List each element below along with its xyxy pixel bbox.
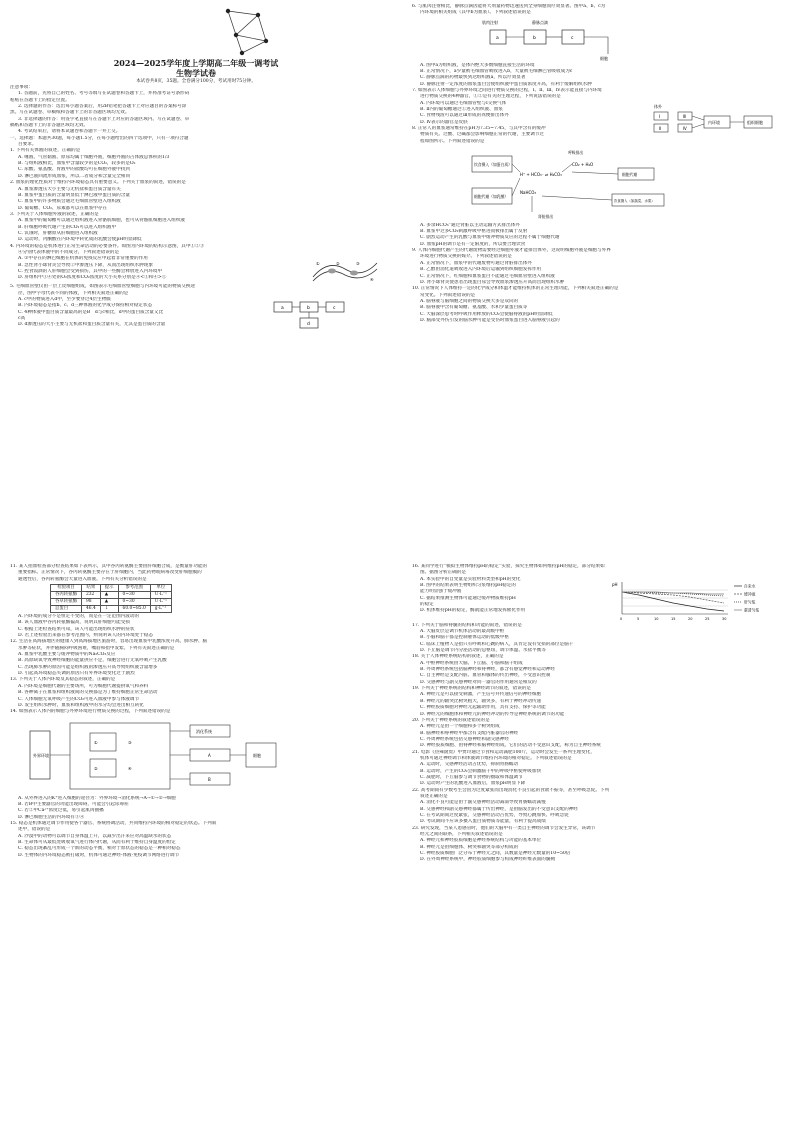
text-line: D. 血浆pH的调节是有一定限度的，所以要合理饮食 — [420, 241, 526, 247]
text-line: A. 大脑皮层是调节机体活动的最高级中枢 — [420, 629, 505, 635]
fig16-xtick: 5 — [637, 616, 640, 621]
text-line: C. 血浆中的许多物质会通过毛细血管壁进入组织液 — [18, 199, 121, 205]
text-line: C. 减肥时，下丘脑参与调节食物的摄取和体温调节 — [420, 774, 523, 780]
text-line: 12. 生活在高海拔地区的健康人到高海拔地区旅游时，容易出现血浆中乳酸浓度升高、肺水肿、脑 — [10, 639, 208, 645]
text-line: 能力明显强于缓冲液 — [420, 589, 462, 595]
fig8-box-left-bottom: 细胞代谢（如乳酸） — [474, 193, 509, 199]
text-line: 一、选择题：本题共30题，每小题1.5分，在每小题给出的四个选项中，只有一项符合题 — [10, 135, 189, 141]
fig14-label: ① — [94, 739, 98, 745]
text-line: C. 尿酸、氨基酸、胃液中的盐酸均可在细胞外液中找到 — [18, 167, 130, 173]
text-line: A. 脑脊液与脑细胞之间的物质交换大多是双向的 — [420, 298, 519, 304]
fig7-right: 组织细胞 — [747, 119, 763, 125]
text-line: A. 血浆渗透压大小主要与无机盐和蛋白质含量有关 — [18, 186, 121, 192]
table-header: 单位 — [150, 585, 171, 592]
text-line: 的稳定 — [420, 602, 434, 608]
fig16-xtick: 25 — [705, 616, 710, 621]
fig5-label: a — [281, 305, 284, 311]
text-line: 6. 与肌肉注射相比，静脉点滴因能将大剂量药物迅速送到全身细胞而疗效显著。图中a、b、c为 — [412, 4, 606, 9]
text-line: D. 发生组织水肿时，血浆和组织液中的水分均会进出相互转化 — [18, 702, 144, 708]
text-line: 内环境的相关组成（其中b为血浆）。下列叙述错误的是 — [420, 10, 531, 16]
text-line: C. 食物残渣可以通过Ⅲ形成的粪便排出体外 — [420, 113, 509, 119]
text-line: B. 各种离子在血浆和组织液间的交换都是为了维持细胞正常生命活动 — [18, 690, 158, 696]
exam-info: 本试卷共8页，35题。全卷满分100分，考试用时75分钟。 — [136, 79, 256, 84]
text-line: B. 交感神经和副交感神经都属于传出神经，是由脑发出的不受意识支配的神经 — [420, 806, 578, 812]
text-line: 粘贴在答题卡上的指定位置。 — [10, 97, 70, 103]
text-line: D. 生物体的内环境稳态被打破时，机体可通过神经-体液-免疫调节网络进行调节 — [18, 852, 180, 858]
text-line: 叙述正确的是 — [420, 793, 448, 799]
fig6-left-label: 肌肉注射 — [482, 19, 498, 25]
fig-q14-exchange — [10, 717, 382, 795]
text-line: D. 引起高环境稳态失调的原因只有外界环境变化过于剧烈 — [18, 671, 135, 677]
text-line: D. 交感神经与副交感神经对同一器官的作用通常是相反的 — [420, 679, 537, 685]
table-row — [51, 599, 172, 606]
fig7-box: Ⅲ — [683, 113, 686, 119]
fig-q16-ph-chart — [608, 578, 778, 622]
fig8-bottom: 肾脏排出 — [538, 213, 554, 219]
text-line: C. 根据上述检查结果可知，该人可能出现组织水肿的症状 — [18, 626, 135, 632]
text-line: c高 — [18, 316, 26, 321]
text-line: 13. 下列关于人体内环境及其稳态的叙述，正确的是 — [10, 677, 116, 683]
text-line: D. 静脉注射一定浓度的血浆蛋白会使组织液中蛋白质浓度升高，有利于缓解组织水肿 — [420, 81, 592, 87]
text-line: D. Ⅳ表示的器官是皮肤 — [420, 119, 468, 125]
text-line: B. 内环境稳态是指b、c、d三种体液的化学成分保持相对稳定状态 — [18, 303, 153, 309]
text-line: B. 生命体可从最低处吸收氧气进行体内代谢，从而有利于维持自身温度的恒定 — [18, 839, 176, 845]
table-cell: 总蛋白 — [51, 606, 82, 613]
text-line: A. 消化不良可能是由于副交感神经活动减弱导致胃肠蠕动减慢 — [420, 800, 546, 806]
text-line: C. 在考试期间过度紧张，交感神经活动占优势，导致心跳加快、呼吸急促 — [420, 813, 569, 818]
text-line: 14. 如图表示人体内的细胞与外界环境进行物质交换的过程，下列叙述错误的是 — [10, 709, 171, 715]
text-line: 17. 下列关于脑和脊髓的结构和功能的叙述，错误的是 — [412, 622, 522, 628]
fig16-xtick: 10 — [654, 616, 659, 621]
text-line: C. 静脉点滴的药物最快到达组织液a，所以疗效显著 — [420, 75, 526, 81]
text-line: B. 急性肾小球肾炎会导致②中渗透压下降，从而出现组织水肿现象 — [18, 262, 153, 268]
table-cell: 232 — [81, 592, 100, 599]
text-line: D. d渗透压的大小主要与无机盐和蛋白质含量有关，尤其是蛋白质的含量 — [18, 322, 166, 328]
table-cell: ▲ — [100, 592, 118, 599]
text-line: D. 淋巴液回流形成血浆，所以二者成分和含量完全相同 — [18, 173, 131, 179]
fig8-right-mid: 细胞代谢 — [622, 171, 638, 177]
text-line: 5. 毛细血管壁仅由一层上皮细胞组成，如图表示毛细血管壁细胞与内环境可能的物质交换途 — [10, 284, 196, 290]
text-line: 22. 高考期间有少数考生会因为过度紧张而出现消化不良引起的食欲不振等，甚至呼吸急促。下列 — [412, 787, 610, 793]
q7-block — [412, 101, 784, 147]
fig4-label: ① — [316, 261, 320, 267]
table-cell: 46.4 — [81, 606, 100, 613]
text-line: C. 据结果推测生物体可能通过缓冲物质维持pH — [420, 595, 516, 601]
text-line: B. Ⅱ内的葡萄糖通过①进入组织液、血浆 — [420, 107, 503, 113]
q16-block — [412, 577, 784, 623]
text-line: A. 唾液、气管黏液、原尿均属于细胞外液，细胞外液的占体液总体积的1/3 — [18, 154, 170, 160]
text-line: C. 控食饭酒的人肝细胞会受到损伤，其中的一些酶会释放进入内环境中 — [18, 268, 163, 274]
text-line: B. 外周神经系统包括脑神经和脊神经，都含有感觉神经和运动神经 — [420, 667, 555, 673]
text-line: 8. 正常人的血浆通常维持在pH为7.35~7.45，与其中含有的缓冲 — [412, 126, 546, 132]
text-line: B. 若B中主要器官的功能出现障碍，可能会引起尿毒症 — [18, 801, 129, 807]
text-line: 9. 人体内细胞代谢产生的代谢废物需要经过细胞外液才能排出体外，这说明细胞外液是细胞与外界 — [412, 248, 611, 254]
table-header: 提示 — [100, 585, 118, 592]
text-line: 11. 某人拍血检查部分检查结果如下表所示，其中谷丙转氨酶主要由肝细胞合成，是衡量肝功能的 — [10, 564, 208, 569]
fig14-label: ④ — [128, 765, 132, 771]
fig8-formula-co2: CO₂ + H₂O — [572, 161, 594, 167]
text-line: D. 考试期间不应该多摄入蛋白质物质等能量，有利于提高成绩 — [420, 819, 546, 825]
text-line: C. 正常情况下，红细胞和血浆蛋白不能通过毛细血管壁进入组织液 — [420, 273, 555, 279]
table-cell: 谷草转氨酶 — [51, 599, 82, 606]
text-line: 通透性后，谷丙转氨酶会大量进入血液。下列有关分析错误的是 — [18, 576, 147, 582]
table-cell: 谷丙转氨酶 — [51, 592, 82, 599]
fig-q7-exchange — [648, 102, 778, 146]
text-line: A. 从外界进入的K⁺进入细胞的途径为：外界环境→消化系统→A→①→②→细胞 — [18, 795, 176, 801]
table-cell: g·L⁻¹ — [150, 606, 171, 613]
text-line: 2. 血浆的理化性质对于维持内环境稳态具有重要意义。下列关于血浆的叙述，错误的是 — [10, 180, 186, 186]
table-cell: 0~30 — [118, 599, 150, 606]
text-line: C. 外周神经系统包括交感神经和副交感神经 — [420, 736, 509, 742]
text-line: C. 稳态出现紊乱可形成一个新的动态平衡，相对于原状态的稳态是一种相对稳态 — [18, 846, 181, 852]
text-line: D. 葡萄糖、CO₂、尿素都可以在血浆中存在 — [18, 205, 108, 211]
text-line: 1. 答题前，先将自己的姓名、考号等填写在试题卷和答题卡上，并将准考证号条形码 — [18, 91, 190, 97]
text-line: A. 内环境可以通过毛细血管壁与Ⅰ交换气体 — [420, 100, 507, 106]
fig5-label: b — [307, 305, 310, 311]
text-line: 水肿等症状，并伴随胸闷呼吸困难，嘴唇和指甲发紫。下列有关叙述正确的是 — [18, 645, 175, 651]
page-1-text — [10, 85, 382, 331]
table-row — [51, 592, 172, 599]
fig-q8-ph-regulation — [412, 148, 784, 222]
text-line: 1. 下列有关体液的叙述，正确的是 — [10, 148, 81, 154]
fig8-right-top: 呼吸排出 — [568, 149, 584, 155]
text-line: A. 运动时，交感神经活动占优势，抑制胃肠蠕动 — [420, 762, 519, 768]
table-cell: ↓ — [100, 606, 118, 613]
page-4 — [412, 564, 784, 1119]
q16-options — [412, 577, 608, 623]
fig5-label: d — [307, 321, 310, 327]
fig16-legend: 蛋清匀浆 — [744, 607, 760, 613]
fig4-label: ③ — [356, 261, 360, 267]
table-cell: 60.0~85.0 — [118, 606, 150, 613]
text-line: C. 剧烈运动产生的乳酸与血浆中缓冲物质反应的过程不属于细胞代谢 — [420, 235, 560, 241]
text-line: B. 与组织液相比，血浆中含量较少的是CO₂，较多的是O₂ — [18, 161, 136, 167]
text-line: C. 饥饿时，肝糖原从肝细胞进入组织液 — [18, 230, 98, 236]
page-3 — [10, 564, 382, 1119]
table-row — [51, 606, 172, 613]
fig-q6-injection — [412, 18, 784, 62]
text-line: ④分别代表体液中的不同成分，下列叙述错误的是 — [18, 249, 120, 255]
table-header: 参考范围 — [118, 585, 150, 592]
text-line: D. 肾小球肾炎使患者出现蛋白尿会导致血浆渗透压升高而出现组织水肿 — [420, 279, 565, 285]
table-cell: 0~30 — [118, 592, 150, 599]
text-line: B. 图中的结果表明生物组织匀浆维持pH稳定的 — [420, 583, 516, 589]
text-line: C. 若②中Ca²⁺浓度过低，易引起肌肉抽搐 — [18, 808, 104, 814]
q4-block — [10, 256, 382, 284]
text-line: D. 肝组织中①④处的O₂浓度和CO₂浓度的大小关系分别是④<①和④>① — [18, 275, 167, 281]
fig6-label: a — [496, 35, 499, 41]
text-line: 4. 内环境的稳态是机体进行正常生命活动的必要条件。如图为内环境的结构示意图，其中①②③ — [10, 243, 205, 249]
fig4-label: ④ — [370, 277, 374, 283]
text-line: 21. 电影《热辣滚烫》中贾玲通过节食和运动减肥100斤，运动时会发生一系列生理变化， — [412, 749, 595, 755]
text-line: C. 自主神经是支配内脏、血管和腺体的传出神经，不受意识控制 — [420, 673, 551, 679]
text-line: D. 运动时，丙酮酸在内环境中转化成的乳酸会使pH明显降低 — [18, 237, 142, 243]
text-line: A. ①中存在的淋巴细胞在机体的免疫反应中起着非常重要的作用 — [18, 256, 148, 262]
text-line: B. 血浆中过多CO₂刺激呼吸中枢进而被排出属于反射 — [420, 229, 528, 235]
text-line: A. 沙漠中的动物可以调节自身体温上升，以减少出汗来应对高温缺水的状态 — [18, 833, 172, 839]
text-line: 程如图所示。下列叙述错误的是 — [420, 138, 485, 144]
text-line: B. 该人血液中谷丙转氨酶偏高，说明其肝细胞可能受损 — [18, 620, 130, 626]
page-1 — [10, 4, 382, 559]
exam-title: 2024—2025学年度上学期高二年级一调考试 — [113, 58, 279, 68]
text-line: 目要求。 — [18, 142, 37, 148]
text-line: D. 在外周神经系统中，神经胶质细胞参与构成神经纤维表面的髓鞘 — [420, 857, 556, 863]
text-line: A. 中枢神经系统由大脑、下丘脑、小脑和脑干组成 — [420, 660, 523, 666]
fig16-legend: 肝匀浆 — [744, 599, 756, 605]
fig14-box: 消化系统 — [196, 728, 212, 734]
fig16-xtick: 30 — [722, 616, 727, 621]
text-line: A. 神经元是可以接受刺激，产生信号并传递信号的神经细胞 — [420, 692, 542, 698]
text-line: B. 乙醇由消化道吸收进入内环境后运输到组织细胞发挥作用 — [420, 267, 542, 273]
text-line: 黑。写在试题卷、草稿纸和答题卡上的非答题区域均无效。 — [10, 110, 130, 116]
fig7-box: Ⅰ — [659, 113, 661, 119]
fig8-right-bottom: 饮食摄入（如蔬菜、水果） — [614, 198, 655, 203]
table-cell: U·L⁻¹ — [150, 592, 171, 599]
fig-q5-capillary — [270, 298, 350, 330]
fig5-label: c — [333, 305, 336, 311]
fig7-top-label: 体外 — [654, 103, 662, 109]
text-line: B. 正常情况下，a少量被毛细血管吸收进入b，大量被毛细淋巴管吸收成为c — [420, 69, 573, 75]
q5-options — [10, 297, 270, 331]
text-line: 19. 下列关于神经系统的结构和神经调节的叙述，错误的是 — [412, 686, 532, 692]
text-line: D. 神经元的细胞体和神经元的神经冲动的传导是神经系统的调节的功能 — [420, 711, 565, 717]
text-line: D. 下丘脑是调节内分泌活动的总枢纽，调节体温、水盐平衡等 — [420, 648, 546, 654]
table-cell: 98 — [81, 599, 100, 606]
fig6-label: c — [571, 35, 574, 41]
table-cell: ▲ — [100, 599, 118, 606]
fig7-box: Ⅱ — [659, 125, 661, 131]
text-line: 物质有关。过酸、过碱都会影响细胞正常的代谢，主要调节过 — [420, 132, 545, 138]
text-line: C. 神经胶质细胞对神经元起辅助作用，具有支持、保护等功能 — [420, 705, 546, 711]
q4-options — [10, 256, 310, 284]
fig8-mid-label: NaHCO₃ — [520, 189, 536, 195]
text-line: C. 大脑深层思考时呼吸作用释放的CO₂会使脑脊液的pH明显降低 — [420, 311, 553, 317]
text-line: 10. 正常情况下人体维持一定的化学成分和体温才能维持机体的正常生理功能，下列相关叙述正确的是 — [412, 286, 619, 292]
fig6-label: b — [533, 35, 536, 41]
text-line: A. 内环境是细胞代谢的主要场所，可为细胞代谢提供氧气和养料 — [18, 683, 149, 689]
fig14-box: B — [208, 776, 211, 782]
page-2 — [412, 4, 784, 559]
text-line: 注意事项： — [10, 85, 33, 90]
fig6-caption: 细胞 — [600, 55, 608, 61]
fig8-box-left-top: 饮食摄入（如蛋白质） — [474, 161, 512, 167]
text-line: A. 神经元和神经胶质细胞是神经系统结构与功能的基本单位 — [420, 838, 542, 844]
text-line: 机体可通过神经调节和体液调节维持内环境的相对稳定。下列叙述错误的是 — [420, 755, 572, 761]
text-line: 15. 稳态是机体通过调节作用使各个器官、系统协调活动，共同维持内环境的相对稳定的状态。下列叙 — [10, 820, 217, 826]
text-line: C. 临床上植物人是指只有呼吸和心跳的病人，其肯定没有受损的部位是脑干 — [420, 641, 574, 647]
text-line: B. 神经元是由细胞体、树突和轴突等部分构成的 — [420, 844, 519, 850]
text-line: A. 血浆中乳酸主要与缓冲物质中的Na₂CO₃反应 — [18, 652, 116, 658]
table-header: 结果 — [81, 585, 100, 592]
text-line: 环境进行物质交换的媒介。下列叙述错误的是 — [420, 254, 512, 260]
text-line: A. 神经元是由一个细胞和多个树突组成 — [420, 724, 500, 730]
text-line: D. 运动时产生的乳酸进入血液后，血浆pH明显下降 — [420, 781, 526, 787]
text-line: D. 脑部受外伤引发的脑水肿可能是受伤时血浆蛋白进入脑脊液引起的 — [420, 317, 560, 323]
table-header-row — [51, 585, 172, 592]
fig16-xtick: 0 — [620, 616, 623, 621]
fig6-right-label: 静脉点滴 — [532, 19, 548, 25]
text-line: B. 脑脊液中含有葡萄糖、氨基酸、水和少量蛋白质等 — [420, 305, 528, 311]
text-line: B. 小脑和脑干都是控制躯体运动的低级中枢 — [420, 635, 509, 641]
fig16-ylabel: pH — [612, 581, 618, 587]
text-line: 23. 研究发现，当某人患感冒时，他们的大脑中有一类自主神经的调节会发生异常，该调节 — [412, 825, 596, 831]
text-line: A. 图中a为组织液，是体内绝大多数细胞直接生活的环境 — [420, 62, 535, 68]
text-line: B. 高原缺氧导致神经细胞的能量供应不足，细胞会进行无氧呼吸产生乳酸 — [18, 658, 167, 664]
text-line: 2. 选择题的作答：选出每小题答案后，用2B铅笔把答题卡上对应题目的答案标号涂 — [18, 104, 187, 110]
text-line: A. 本实验中的自变量是实验材料类型和pH的变化 — [420, 576, 521, 582]
text-line: B. 血浆中蛋白质的含量明显低于淋巴液中蛋白质的含量 — [18, 192, 130, 198]
fig14-label: ③ — [128, 739, 132, 745]
text-line: 径，图中字母代表不同的体液，下列相关叙述正确的是 — [18, 290, 129, 296]
text-line: 进行物质交换的4种器官，①②是有关的生理过程，下列说法错误的是 — [420, 94, 561, 100]
text-line: B. 脑神经和脊神经中都含有支配内脏器官的神经 — [420, 730, 519, 736]
text-line: 16. 某同学进行“模拟生物体维持pH的稳定”实验，探究生物体如何维持pH的稳定，部分结果如 — [412, 564, 605, 569]
text-line: D. 若上述检验出来都在参考范围内，则说明该人的内环境处于稳态 — [18, 633, 154, 639]
fig4-label: ② — [336, 261, 340, 267]
text-line: 常变化。下列叙述错误的是 — [420, 292, 476, 298]
fig14-right: 细胞 — [253, 752, 261, 758]
text-line: C. 4种体液中蛋白质含量最高的是B d与c相比，d中的蛋白质含量又比 — [18, 309, 164, 315]
text-line: A. 血浆中的葡萄糖可以通过组织液进入骨骼肌细胞，也可从骨骼肌细胞进入组织液 — [18, 218, 186, 224]
fig14-box: A — [208, 752, 211, 758]
text-line: B. 运动时，产生的CO₂会刺激脑干中的呼吸中枢使呼吸加快 — [420, 768, 542, 774]
text-line: 20. 下列关于神经系统的叙述错误的是 — [412, 717, 490, 723]
text-line: C. 人体细胞无氧呼吸产生的CO₂可进入血液中参与体液调节 — [18, 696, 140, 702]
text-line: 稿纸和答题卡上的非答题区域均无效。 — [10, 123, 89, 129]
text-line: D. 淋巴细胞生活的内环境有③④ — [18, 814, 85, 820]
text-line: C. 出现肺水肿的原因可能是组织液的渗透压升高导致组织液含量增多 — [18, 664, 158, 670]
text-line: 4. 考试结束后，请将本试题卷和答题卡一并上交。 — [18, 129, 121, 135]
text-line: 18. 关于人体神经系统结构的叙述，正确的是 — [412, 654, 504, 660]
fig14-label: ② — [94, 765, 98, 771]
fig16-xtick: 15 — [671, 616, 676, 621]
text-line: A. 正常情况下，血浆中的代谢废物可通过肾脏排出体外 — [420, 260, 532, 266]
text-line: 7. 如图表示人体细胞与外界环境之间进行物质交换的过程，Ⅰ、Ⅱ、Ⅲ、Ⅳ表示能直接与内环境 — [412, 88, 602, 94]
q7-options — [412, 101, 648, 147]
text-line: 经元之间的联系，下列相关叙述错误的是 — [420, 832, 503, 838]
text-line: 3. 非选择题的作答：用签字笔直接写在答题卡上对应的答题区域内。写在试题卷、草 — [18, 116, 190, 122]
lab-result-table — [50, 584, 172, 613]
fig8-formula: H⁺ + HCO₃⁻ ⇌ H₂CO₃ — [520, 171, 562, 177]
fig7-box: Ⅳ — [683, 125, 687, 131]
exam-subject: 生物学试卷 — [176, 68, 216, 78]
text-line: D. 神经胶质细胞、由脊神经和脑神经组成，它们的活动不受意识支配，称为自主神经系统 — [420, 743, 602, 749]
fig-network — [10, 5, 382, 57]
page-4-text — [412, 623, 784, 864]
fig16-xtick: 20 — [688, 616, 693, 621]
text-line: A. 内环境的成分不是恒定不变的，而是在一定范围内波动的 — [18, 614, 140, 620]
text-line: 述中，错误的是 — [18, 827, 51, 833]
fig14-left: 外界环境 — [33, 752, 49, 758]
text-line: A. c中的物质进入d中，至少要穿过4层生物膜 — [18, 296, 111, 302]
fig16-legend: 缓冲液 — [744, 591, 756, 597]
text-line: B. 肝细胞呼吸代谢产生的CO₂可以进入组织液中 — [18, 224, 117, 230]
text-line: B. 神经元的轴突比树突粗大，轴突多，有利于神经冲动传递 — [420, 698, 542, 704]
table-cell: U·L⁻¹ — [150, 599, 171, 606]
text-line: 图。据图分析正确的是 — [420, 570, 466, 576]
text-line: A. 多余HCO₃⁻通过肾脏以主动运输方式排出体外 — [420, 222, 520, 228]
fig7-center: 内环境 — [708, 119, 720, 125]
fig16-legend: 自来水 — [744, 583, 756, 589]
text-line: C. 神经胶质细胞广泛分布于神经元之间，其数量是神经元数量的10~50倍 — [420, 851, 571, 857]
table-header: 检验项目 — [51, 585, 82, 592]
fig-q4-environment — [310, 257, 380, 283]
q5-block — [10, 297, 382, 331]
text-line: 重要指标。正常情况下，谷丙转氨酶主要存在于肝细胞内，当此药物或病毒改变肝细胞膜的 — [18, 570, 202, 576]
text-line: D. 机体维持pH的稳定，酶就能正常地发挥催化作用 — [420, 608, 526, 614]
text-line: 3. 下列关于人体细胞外液的叙述，正确的是 — [10, 211, 99, 217]
